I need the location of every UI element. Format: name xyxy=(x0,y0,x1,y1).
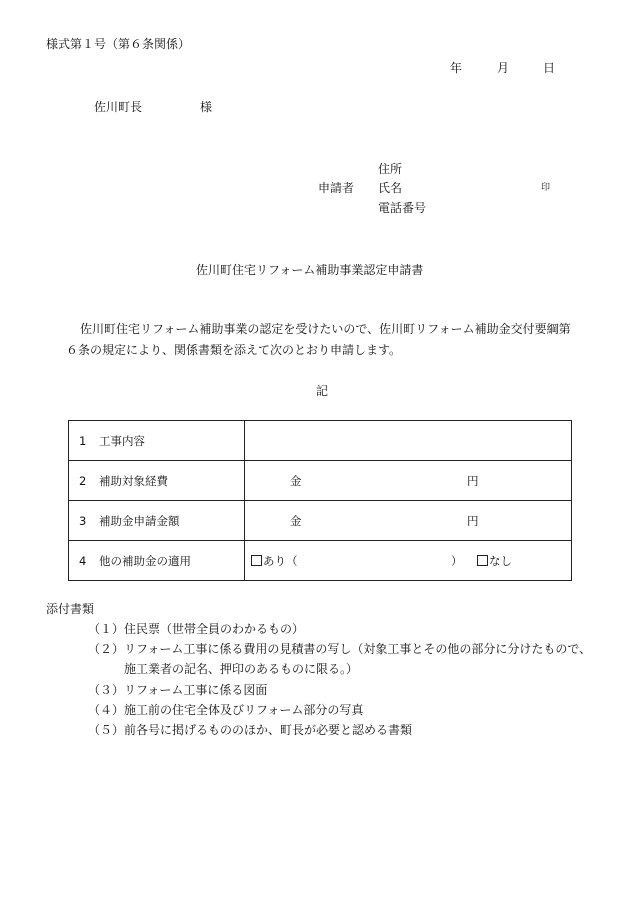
amount-prefix: 金 xyxy=(290,513,302,528)
body-line-1: 佐川町住宅リフォーム補助事業の認定を受けたいので、佐川町リフォーム補助金交付要綱第 xyxy=(80,322,571,336)
checkbox-icon[interactable] xyxy=(477,555,488,566)
attachment-number: （２） xyxy=(88,642,125,656)
construction-content-field[interactable] xyxy=(245,421,572,461)
row-label-cell xyxy=(69,421,245,461)
amount-suffix: 円 xyxy=(467,473,479,488)
amount-prefix: 金 xyxy=(290,473,302,488)
ki-marker: 記 xyxy=(316,384,329,398)
addressee-name: 佐川町長 xyxy=(94,100,143,114)
row-number: 4 xyxy=(79,553,87,568)
applicant-name-label: 氏名 xyxy=(378,181,403,195)
date-day: 日 xyxy=(543,61,556,75)
close-paren: ） xyxy=(451,553,463,568)
table-row xyxy=(69,421,572,461)
attachment-text: リフォーム工事に係る図面 xyxy=(124,683,268,697)
applicant-address-label: 住所 xyxy=(378,162,403,176)
form-number: 様式第１号（第６条関係） xyxy=(46,37,191,51)
row-label-cell xyxy=(69,461,245,501)
body-line-2: ６条の規定により、関係書類を添えて次のとおり申請します。 xyxy=(66,343,402,357)
attachment-text: リフォーム工事に係る費用の見積書の写し（対象工事とその他の部分に分けたもので、 xyxy=(124,642,592,656)
addressee-honorific: 様 xyxy=(200,100,213,114)
attachment-text: 住民票（世帯全員のわかるもの） xyxy=(124,622,305,636)
table-row xyxy=(69,501,572,541)
option-no[interactable] xyxy=(477,553,512,569)
requested-amount-field[interactable] xyxy=(245,501,572,541)
row-number: 1 xyxy=(79,433,87,448)
row-label: 補助対象経費 xyxy=(99,473,168,488)
other-subsidy-field xyxy=(245,541,572,581)
option-no-label: なし xyxy=(489,553,512,568)
table-row xyxy=(69,541,572,581)
row-label: 補助金申請金額 xyxy=(99,513,180,528)
attachment-number: （５） xyxy=(88,723,125,737)
attachment-text: 前各号に掲げるもののほか、町長が必要と認める書類 xyxy=(124,723,413,737)
attachments-heading: 添付書類 xyxy=(46,602,95,616)
attachment-number: （１） xyxy=(88,622,125,636)
application-table xyxy=(68,420,572,581)
row-label: 工事内容 xyxy=(99,433,145,448)
attachment-text: 施工前の住宅全体及びリフォーム部分の写真 xyxy=(124,703,364,717)
attachment-number: （３） xyxy=(88,683,125,697)
date-month: 月 xyxy=(497,61,510,75)
option-yes[interactable] xyxy=(251,553,298,569)
applicant-label: 申請者 xyxy=(318,181,355,195)
amount-suffix: 円 xyxy=(467,513,479,528)
attachment-text-continued: 施工業者の記名、押印のあるものに限る。） xyxy=(124,662,359,676)
row-label: 他の補助金の適用 xyxy=(99,553,191,568)
seal-mark: 印 xyxy=(541,183,551,193)
row-number: 2 xyxy=(79,473,87,488)
applicant-phone-label: 電話番号 xyxy=(378,201,427,215)
checkbox-icon[interactable] xyxy=(251,555,262,566)
date-year: 年 xyxy=(450,61,463,75)
table-row xyxy=(69,461,572,501)
option-yes-label: あり（ xyxy=(263,553,298,568)
row-label-cell xyxy=(69,501,245,541)
document-title: 佐川町住宅リフォーム補助事業認定申請書 xyxy=(196,263,424,277)
row-number: 3 xyxy=(79,513,87,528)
eligible-cost-field[interactable] xyxy=(245,461,572,501)
row-label-cell xyxy=(69,541,245,581)
attachment-number: （４） xyxy=(88,703,125,717)
